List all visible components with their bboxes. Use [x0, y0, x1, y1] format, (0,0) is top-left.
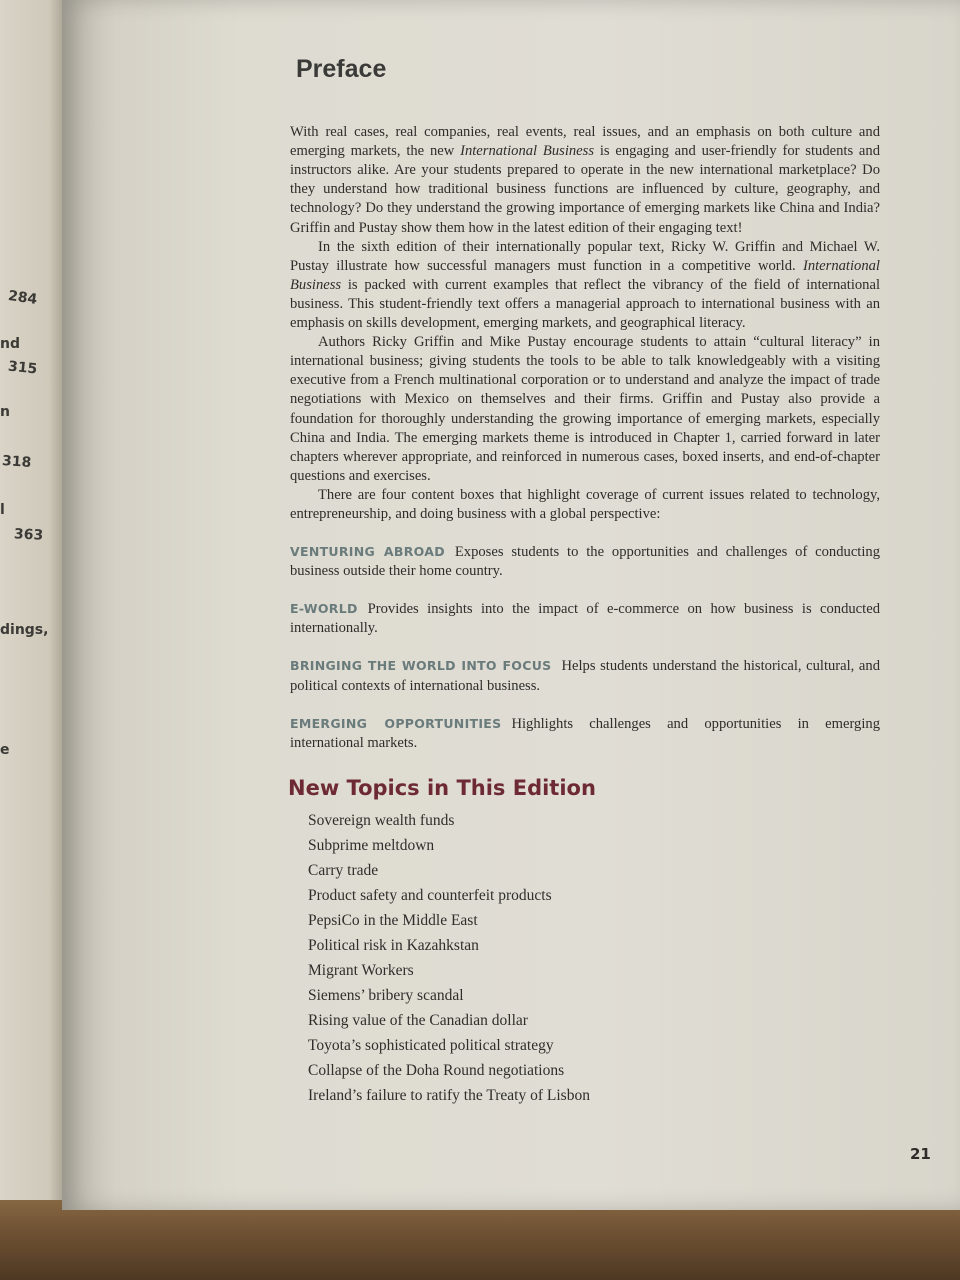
box-label: BRINGING THE WORLD INTO FOCUS: [290, 658, 552, 674]
left-page-fragment: 318: [1, 452, 32, 472]
topic-item: Political risk in Kazahkstan: [308, 936, 479, 954]
left-page-fragment: n: [0, 404, 10, 420]
box-description: Highlights challenges and opportunities in emerging international markets.: [290, 715, 880, 751]
topic-item: Subprime meltdown: [308, 836, 435, 854]
topic-item: Ireland’s failure to ratify the Treaty of Lisbon: [308, 1086, 590, 1104]
preface-paragraph-4: There are four content boxes that highlight coverage of current issues related to technology, entrepreneurship, and doing business with a global perspective:: [290, 486, 880, 522]
text-run: In the sixth edition of their internationally popular text, Ricky W. Griffin and Michael W. Pustay illustrate how successful managers must function in a competitive world.: [290, 238, 880, 274]
topic-item: Toyota’s sophisticated political strategy: [308, 1036, 554, 1054]
left-page-fragment: 284: [7, 288, 39, 308]
preface-paragraph-1: [290, 123, 880, 238]
content-box-emerging-opportunities: [290, 714, 880, 753]
left-page-fragment: nd: [0, 336, 20, 352]
preface-body: [290, 123, 880, 524]
page-number: 21: [910, 1145, 931, 1163]
topic-item: Migrant Workers: [308, 961, 414, 979]
preface-paragraph-3: Authors Ricky Griffin and Mike Pustay encourage students to attain “cultural literacy” in international business; giving students the tools to be able to talk knowledgeably with a visiting executive from a French multinational corporation or to understand and analyze the impact of trade negotiations with Mexico on themselves and their firms. Griffin and Pustay also provide a foundation for thoroughly understanding the growing importance of emerging markets, especially China and India. The emerging markets theme is introduced in Chapter 1, carried forward in later chapters wherever appropriate, and reinforced in numerous cases, boxed inserts, and end-of-chapter questions and exercises.: [290, 334, 880, 484]
content-box-venturing-abroad: [290, 542, 880, 581]
topic-item: Siemens’ bribery scandal: [308, 986, 464, 1004]
box-description: Helps students understand the historical, cultural, and political contexts of international business.: [290, 658, 880, 694]
left-facing-page: [0, 0, 70, 1200]
topic-item: Sovereign wealth funds: [308, 811, 455, 829]
topic-item: Rising value of the Canadian dollar: [308, 1011, 528, 1029]
box-label: VENTURING ABROAD: [290, 544, 445, 560]
page-content: [288, 55, 881, 1108]
box-description: Exposes students to the opportunities and challenges of conducting business outside their home country.: [290, 544, 880, 580]
box-description: Provides insights into the impact of e-commerce on how business is conducted internationally.: [290, 601, 880, 637]
book-title-italic: International Business: [290, 257, 880, 293]
left-page-fragment: l: [0, 502, 5, 518]
left-page-fragment: e: [0, 742, 10, 758]
content-box-e-world: [290, 599, 880, 638]
text-run: is engaging and user-friendly for students and instructors alike. Are your students prepared to operate in the new international marketplace? Do they understand how traditional business functions are influenced by culture, geography, and technology? Do they understand the growing importance of emerging markets like China and India? Griffin and Pustay show them how in the latest edition of their engaging text!: [290, 143, 881, 236]
topic-item: Carry trade: [308, 861, 379, 879]
text-run: With real cases, real companies, real events, real issues, and an emphasis on both culture and emerging markets, the new: [290, 124, 880, 160]
box-label: E-WORLD: [290, 601, 358, 617]
left-page-fragment: 363: [13, 526, 44, 544]
topic-item: Product safety and counterfeit products: [308, 886, 552, 904]
content-box-bringing-world-into-focus: [290, 656, 880, 695]
text-run: is packed with current examples that reflect the vibrancy of the field of international business. This student-friendly text offers a managerial approach to international business with an emphasis on skills development, emerging markets, and geographical literacy.: [290, 276, 880, 332]
book-page: [62, 0, 960, 1210]
preface-title: Preface: [296, 55, 387, 83]
preface-paragraph-2: [290, 238, 880, 333]
left-page-fragment: 315: [7, 358, 38, 378]
box-label: EMERGING OPPORTUNITIES: [290, 715, 502, 731]
book-title-italic: International Business: [460, 143, 595, 160]
new-topics-heading: New Topics in This Edition: [288, 775, 596, 800]
topic-item: PepsiCo in the Middle East: [308, 911, 478, 929]
topic-item: Collapse of the Doha Round negotiations: [308, 1061, 565, 1079]
left-page-fragment: dings,: [0, 622, 49, 638]
new-topics-list: [290, 808, 880, 1108]
